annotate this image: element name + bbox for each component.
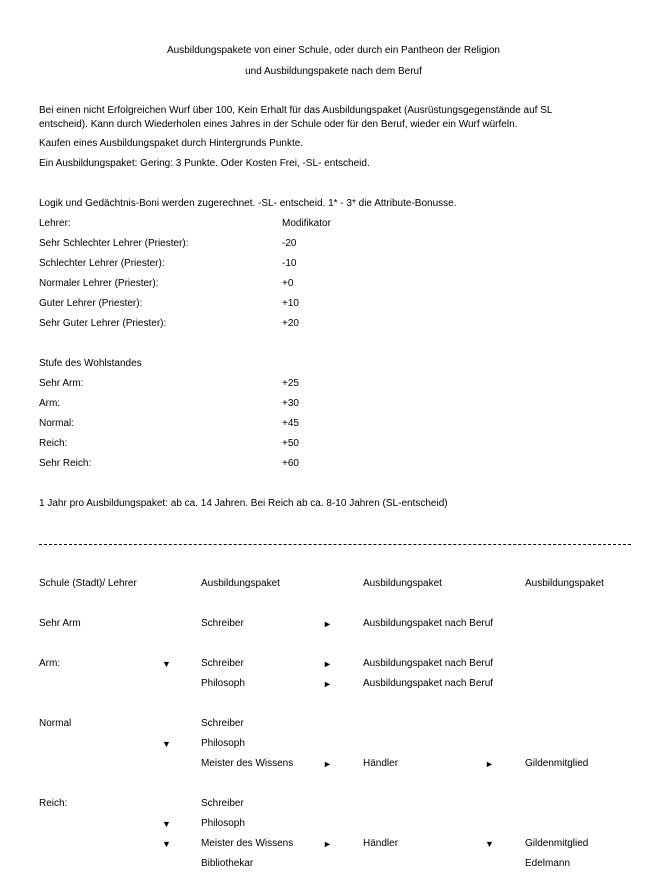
flow-header-school: Schule (Stadt)/ Lehrer (39, 578, 137, 589)
arrow-right-icon: ► (485, 759, 494, 769)
teacher-row-value: -10 (282, 258, 297, 269)
flow-normal-pkg1c: Meister des Wissens (201, 758, 294, 769)
flow-reich-pkg3b: Edelmann (525, 858, 571, 869)
arrow-right-icon: ► (323, 679, 332, 689)
flow-header-package-3: Ausbildungspaket (525, 578, 604, 589)
flow-normal-pkg1a: Schreiber (201, 718, 244, 729)
flow-reich-pkg1a: Schreiber (201, 798, 244, 809)
flow-sehr-arm-pkg2: Ausbildungspaket nach Beruf (363, 618, 494, 629)
flow-reich-pkg1d: Bibliothekar (201, 858, 254, 869)
teacher-row-label: Normaler Lehrer (Priester): (39, 278, 159, 289)
arrow-right-icon: ► (323, 839, 332, 849)
intro-paragraph-1-line-1: Bei einen nicht Erfolgreichen Wurf über 100, Kein Erhalt für das Ausbildungspaket (Ausrüstungsgegenstände auf SL (39, 105, 553, 116)
wealth-row-value: +50 (282, 438, 299, 449)
teacher-row-label: Sehr Guter Lehrer (Priester): (39, 318, 167, 329)
teacher-row-label: Sehr Schlechter Lehrer (Priester): (39, 238, 189, 249)
flow-arm-pkg2b: Ausbildungspaket nach Beruf (363, 678, 494, 689)
intro-paragraph-4: Logik und Gedächtnis-Boni werden zugerechnet. -SL- entscheid. 1* - 3* die Attribute-Bonusse. (39, 198, 457, 209)
teacher-row-label: Guter Lehrer (Priester): (39, 298, 143, 309)
arrow-right-icon: ► (323, 619, 332, 629)
flow-header-package-1: Ausbildungspaket (201, 578, 280, 589)
years-note: 1 Jahr pro Ausbildungspaket: ab ca. 14 Jahren. Bei Reich ab ca. 8-10 Jahren (SL-entscheid) (39, 498, 448, 509)
flow-reich-pkg2: Händler (363, 838, 399, 849)
intro-paragraph-1-line-2: entscheid). Kann durch Wiederholen eines Jahres in der Schule oder für den Beruf, wieder ein Wurf würfeln. (39, 119, 518, 130)
arrow-right-icon: ► (323, 759, 332, 769)
teacher-header-label: Lehrer: (39, 218, 71, 229)
wealth-row-value: +30 (282, 398, 299, 409)
arrow-down-icon: ▼ (162, 819, 171, 829)
flow-reich-label: Reich: (39, 798, 68, 809)
wealth-row-value: +25 (282, 378, 299, 389)
wealth-heading: Stufe des Wohlstandes (39, 358, 142, 369)
flow-normal-label: Normal (39, 718, 72, 729)
flow-sehr-arm-pkg1: Schreiber (201, 618, 244, 629)
flow-sehr-arm-label: Sehr Arm (39, 618, 81, 629)
arrow-right-icon: ► (323, 659, 332, 669)
wealth-row-value: +45 (282, 418, 299, 429)
teacher-row-value: +10 (282, 298, 299, 309)
title-line-1: Ausbildungspakete von einer Schule, oder durch ein Pantheon der Religion (166, 45, 500, 56)
wealth-row-label: Sehr Reich: (39, 458, 92, 469)
flow-arm-pkg2a: Ausbildungspaket nach Beruf (363, 658, 494, 669)
flow-normal-pkg3: Gildenmitglied (525, 758, 589, 769)
teacher-row-value: +0 (282, 278, 294, 289)
wealth-row-label: Reich: (39, 438, 68, 449)
flow-normal-pkg1b: Philosoph (201, 738, 245, 749)
wealth-row-value: +60 (282, 458, 299, 469)
wealth-row-label: Normal: (39, 418, 75, 429)
flow-reich-pkg1b: Philosoph (201, 818, 245, 829)
flow-reich-pkg1c: Meister des Wissens (201, 838, 294, 849)
flow-arm-pkg1b: Philosoph (201, 678, 245, 689)
intro-paragraph-2: Kaufen eines Ausbildungspaket durch Hintergrunds Punkte. (39, 138, 304, 149)
flow-normal-pkg2: Händler (363, 758, 399, 769)
wealth-row-label: Sehr Arm: (39, 378, 84, 389)
flow-arm-pkg1a: Schreiber (201, 658, 244, 669)
teacher-row-value: -20 (282, 238, 297, 249)
teacher-row-value: +20 (282, 318, 299, 329)
flow-reich-pkg3a: Gildenmitglied (525, 838, 589, 849)
arrow-down-icon: ▼ (162, 839, 171, 849)
dashed-divider (39, 544, 631, 545)
intro-paragraph-3: Ein Ausbildungspaket: Gering: 3 Punkte. Oder Kosten Frei, -SL- entscheid. (39, 158, 370, 169)
title-line-2: und Ausbildungspakete nach dem Beruf (245, 66, 422, 77)
arrow-down-icon: ▼ (485, 839, 494, 849)
flow-header-package-2: Ausbildungspaket (363, 578, 442, 589)
teacher-row-label: Schlechter Lehrer (Priester): (39, 258, 165, 269)
flow-arm-label: Arm: (39, 658, 61, 669)
wealth-row-label: Arm: (39, 398, 61, 409)
arrow-down-icon: ▼ (162, 659, 171, 669)
arrow-down-icon: ▼ (162, 739, 171, 749)
teacher-header-value: Modifikator (282, 218, 331, 229)
